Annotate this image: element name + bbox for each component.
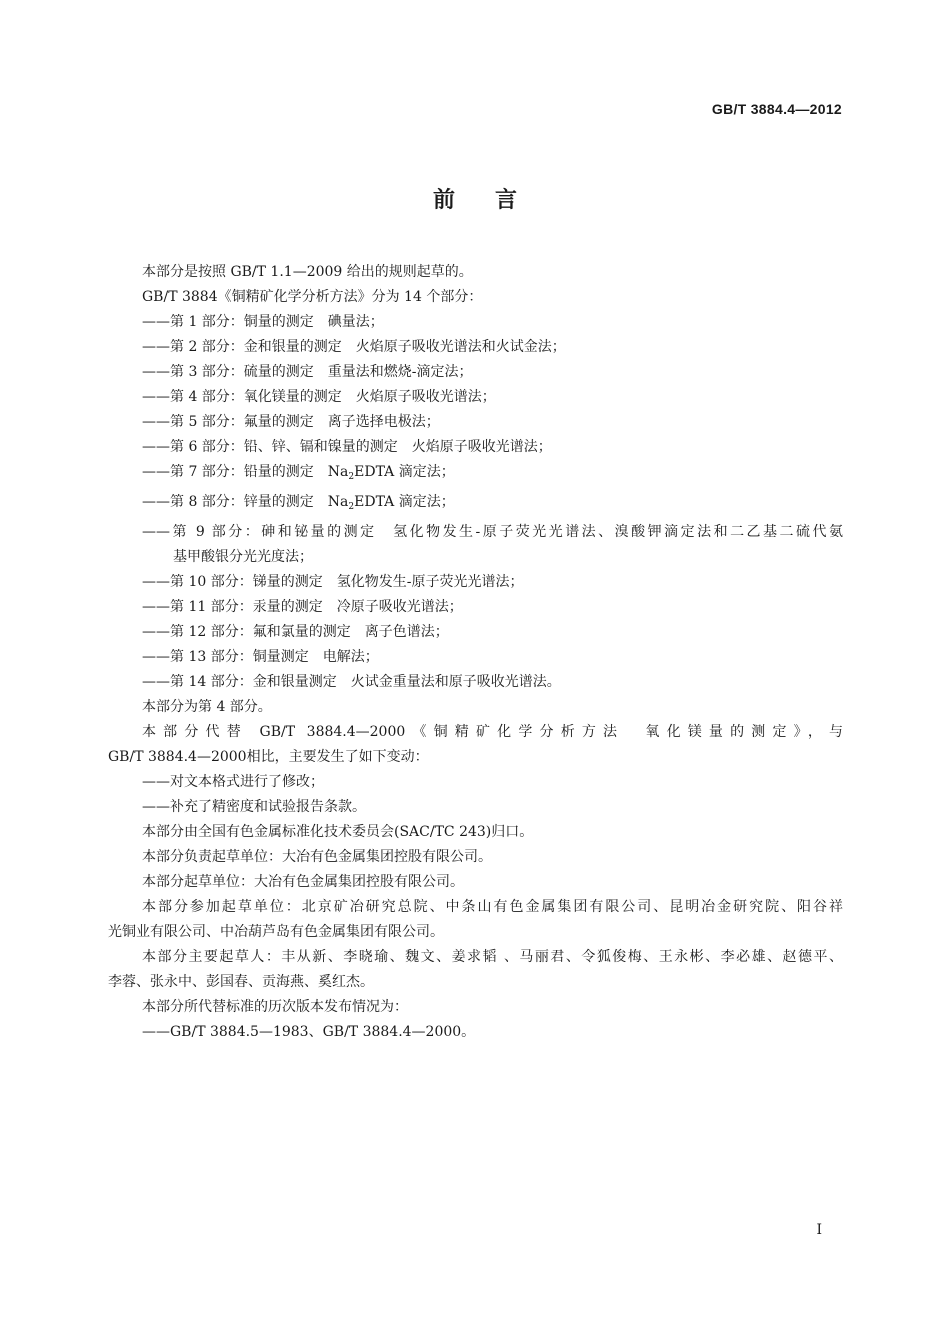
paragraph-history-intro: 本部分所代替标准的历次版本发布情况为： xyxy=(142,999,408,1015)
list-item: ——第 9 部分：砷和铋量的测定 氢化物发生-原子荧光光谱法、溴酸钾滴定法和二乙基二硫代氨 xyxy=(142,524,843,540)
list-item: ——第 3 部分：硫量的测定 重量法和燃烧-滴定法； xyxy=(142,364,473,380)
list-item: ——第 10 部分：锑量的测定 氢化物发生-原子荧光光谱法； xyxy=(142,574,524,590)
list-item-continuation: 基甲酸银分光光度法； xyxy=(173,549,313,565)
paragraph-drafting-rule: 本部分是按照 GB/T 1.1—2009 给出的规则起草的。 xyxy=(142,264,473,280)
list-item: ——第 2 部分：金和银量的测定 火焰原子吸收光谱法和火试金法； xyxy=(142,339,566,355)
paragraph-drafters-continuation: 李蓉、张永中、彭国春、贡海燕、奚红杰。 xyxy=(108,974,374,990)
paragraph-part-number: 本部分为第 4 部分。 xyxy=(142,699,272,715)
list-item xyxy=(108,490,843,520)
paragraph-drafters: 本部分主要起草人：丰从新、李晓瑜、魏文、姜求韬 、马丽君、令狐俊梅、王永彬、李必雄、赵德平、 xyxy=(142,949,843,965)
list-item: ——第 1 部分：铜量的测定 碘量法； xyxy=(142,314,384,330)
list-item: ——第 4 部分：氧化镁量的测定 火焰原子吸收光谱法； xyxy=(142,389,496,405)
page-title: 前言 xyxy=(432,188,557,213)
list-item-text: ——第 7 部分：铅量的测定 Na xyxy=(142,464,349,480)
change-item: ——对文本格式进行了修改； xyxy=(142,774,324,790)
history-item: ——GB/T 3884.5—1983、GB/T 3884.4—2000。 xyxy=(142,1024,476,1040)
paragraph-parts-intro: GB/T 3884《铜精矿化学分析方法》分为 14 个部分： xyxy=(142,289,483,305)
paragraph-replaces: 本部分代替 GB/T 3884.4—2000《铜精矿化学分析方法 氧化镁量的测定》，与 xyxy=(142,724,843,740)
list-item: ——第 5 部分：氟量的测定 离子选择电极法； xyxy=(142,414,440,430)
list-item: ——第 13 部分：铜量测定 电解法； xyxy=(142,649,379,665)
list-item: ——第 12 部分：氟和氯量的测定 离子色谱法； xyxy=(142,624,449,640)
subscript: 2 xyxy=(348,502,355,512)
list-item: ——第 14 部分：金和银量测定 火试金重量法和原子吸收光谱法。 xyxy=(142,674,561,690)
page-number: I xyxy=(816,1222,822,1238)
list-item xyxy=(108,460,843,490)
paragraph-participating-units-continuation: 光铜业有限公司、中冶葫芦岛有色金属集团有限公司。 xyxy=(108,924,444,940)
paragraph-drafting-unit: 本部分起草单位：大冶有色金属集团控股有限公司。 xyxy=(142,874,464,890)
paragraph-committee: 本部分由全国有色金属标准化技术委员会(SAC/TC 243)归口。 xyxy=(142,824,534,840)
list-item-text: ——第 8 部分：锌量的测定 Na xyxy=(142,494,349,510)
paragraph-responsible-unit: 本部分负责起草单位：大冶有色金属集团控股有限公司。 xyxy=(142,849,492,865)
list-item-text: EDTA 滴定法； xyxy=(354,464,455,480)
list-item-text: EDTA 滴定法； xyxy=(354,494,455,510)
list-item: ——第 6 部分：铅、锌、镉和镍量的测定 火焰原子吸收光谱法； xyxy=(142,439,552,455)
paragraph-participating-units: 本部分参加起草单位：北京矿冶研究总院、中条山有色金属集团有限公司、昆明冶金研究院、阳谷祥 xyxy=(142,899,843,915)
document-body xyxy=(108,260,843,1045)
standard-number: GB/T 3884.4—2012 xyxy=(711,101,842,117)
subscript: 2 xyxy=(348,472,355,482)
list-item: ——第 11 部分：汞量的测定 冷原子吸收光谱法； xyxy=(142,599,463,615)
change-item: ——补充了精密度和试验报告条款。 xyxy=(142,799,366,815)
paragraph-replaces-continuation: GB/T 3884.4—2000相比，主要发生了如下变动： xyxy=(108,749,429,765)
